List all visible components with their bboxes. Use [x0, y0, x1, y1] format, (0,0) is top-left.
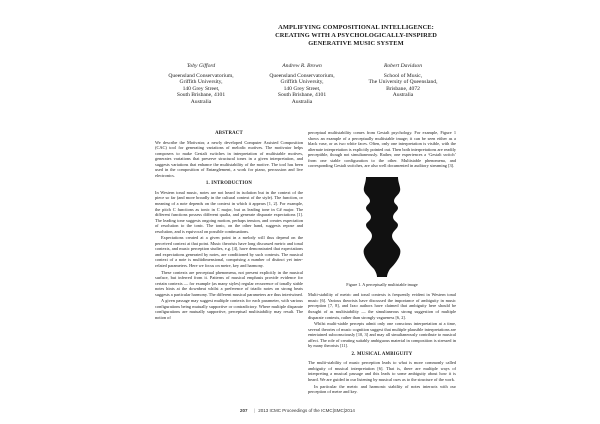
body-paragraph: Multi-stability of metric and tonal contexts is frequently evident in Western tonal music [6]. Various theorists have discussed the importance of ambiguity in music perception [7, 8], and Izzo authors have claimed that ambiguity here should be thought of as multistability — the simultaneous strong suggestion of multiple disparate contexts, rather than strongly vagueness [6, 2].	[308, 292, 456, 320]
body-paragraph: Expectations created at a given point in a melody will thus depend on the perceived context at that point. Music theorists have long discussed metric and tonal contexts, and music perception studies, e.g. [4], have demonstrated that expectations and expectations generated by notes, are conditioned by such contexts. The musical context of a note is multidimensional, comprising a number of distinct yet inter-related parameters. Here we focus on metre, key and harmony.	[155, 235, 303, 269]
paper-title: AMPLIFYING COMPOSITIONAL INTELLIGENCE: CREATING WITH A PSYCHOLOGICALLY-INSPIRED GENERATIVE MUSIC SYSTEM	[275, 24, 437, 48]
abstract-text: We describe the Motivator, a newly developed Computer Assisted Composition (CAC) tool for generating variations of melodic motives. The motivator helps composers to make Gestalt switches in interpretation of multistable motives, generates variations that preserve structural tones in a given interpretation, and suggests variations that enhance the multistability of the motive. The tool has been used in the composition of Entanglement, a work for piano, percussion and live electronics.	[155, 139, 303, 178]
footer-text: 2013 ICMC	[258, 408, 281, 413]
page-footer: 207 | 2013 ICMC Proceedings of the ICMC|SMC|2014	[240, 408, 355, 413]
footer-text: Proceedings	[282, 408, 308, 413]
rubin-vase-image	[308, 175, 456, 279]
footer-text: of the	[308, 408, 320, 413]
figure-multistable-vase	[308, 175, 456, 279]
body-paragraph: Whilst multi-stable percepts admit only one conscious interpretation at a time, several theories of music cognition suggest that multiple plausible interpretations are entertained subconsciously [10, 3] and may all simultaneously contribute to musical affect. The role of creating suitably ambiguous material in composition is stressed in by many theorists [11].	[308, 321, 456, 349]
body-paragraph: In Western tonal music, notes are not heard in isolation but in the context of the piece so far (and more broadly in the cultural context of the style). The function, or meaning of a note depends on the context in which it appears [1, 2]. For example, the pitch C functions as tonic in C major, but as leading tone in C# major. The different functions possess different qualia, and generate disparate expectations [1]. The leading tone suggests ongoing motion, perhaps tension, and creates expectation of resolution to the tonic. The tonic, on the other hand, suggests repose and resolution, and is equivocal on possible continuations.	[155, 189, 303, 234]
abstract-heading: ABSTRACT	[215, 131, 243, 136]
author-name: Toby Gifford	[186, 63, 216, 69]
body-paragraph: perceptual multistability comes from Gestalt psychology. For example, Figure 1 shows an example of a perceptually multistable image; it can be seen either as a black vase, or as two white faces. Often, only one interpretation is visible, with the alternate interpretation is explicitly pointed out. Then both interpretations are readily perceptible, though not simultaneously. Rather, one experiences a ‘Gestalt switch’ from one stable configuration to the other. Multistable phenomena, and corresponding Gestalt switches, are also well documented in auditory streaming [3].	[308, 130, 456, 169]
author-block-3	[357, 63, 449, 99]
author-name: Robert Davidson	[383, 63, 423, 69]
right-column	[308, 130, 456, 396]
body-paragraph: These contexts are perceptual phenomena, not present explicitly in the musical surface, but inferred from it. Patterns of musical emphasis provide evidence for certain contexts — for example (as many styles) regular recurrence of tonally stable notes hints at the downbeat whilst a preference of triadic notes on strong beats suggests a particular harmony. The different musical parameters are thus intertwined.	[155, 269, 303, 297]
section-heading-ambiguity: 2. MUSICAL AMBIGUITY	[351, 351, 413, 357]
section-heading-introduction: 1. INTRODUCTION	[205, 181, 253, 187]
body-paragraph: The multi-stability of music perception leads to what is more commonly called ambiguity of musical interpretation [6]. That is, there are multiple ways of interpreting a musical passage and this leads to some ambiguity about how it is heard. We are guided in our listening by musical cues as to the structure of the work.	[308, 360, 456, 383]
page-number: 207	[240, 408, 248, 413]
author-block-1	[155, 63, 247, 106]
footer-text: ICMC|SMC|2014	[321, 408, 355, 413]
author-name: Andrew R. Brown	[282, 63, 322, 69]
author-affiliation: Queensland Conservatorium, Griffith University, 140 Grey Street, South Brisbane, 4101 Australia	[269, 72, 335, 105]
left-column	[155, 128, 303, 322]
author-block-2	[256, 63, 348, 106]
body-paragraph: A given passage may suggest multiple contexts for each parameter, with various configurations being mutually supportive or contradictory. Where multiple disparate configurations are mutually supportive, perceptual multistability may result. The notion of	[155, 298, 303, 320]
body-paragraph: In particular the metric and harmonic stability of notes interacts with our perception of metre and key.	[308, 383, 456, 395]
author-affiliation: School of Music, The University of Queensland, Brisbane, 4072 Australia	[368, 72, 438, 99]
author-affiliation: Queensland Conservatorium, Griffith University, 140 Grey Street, South Brisbane, 4101 Australia	[168, 72, 234, 105]
figure-caption: Figure 1. A perceptually multistable image	[346, 281, 418, 287]
